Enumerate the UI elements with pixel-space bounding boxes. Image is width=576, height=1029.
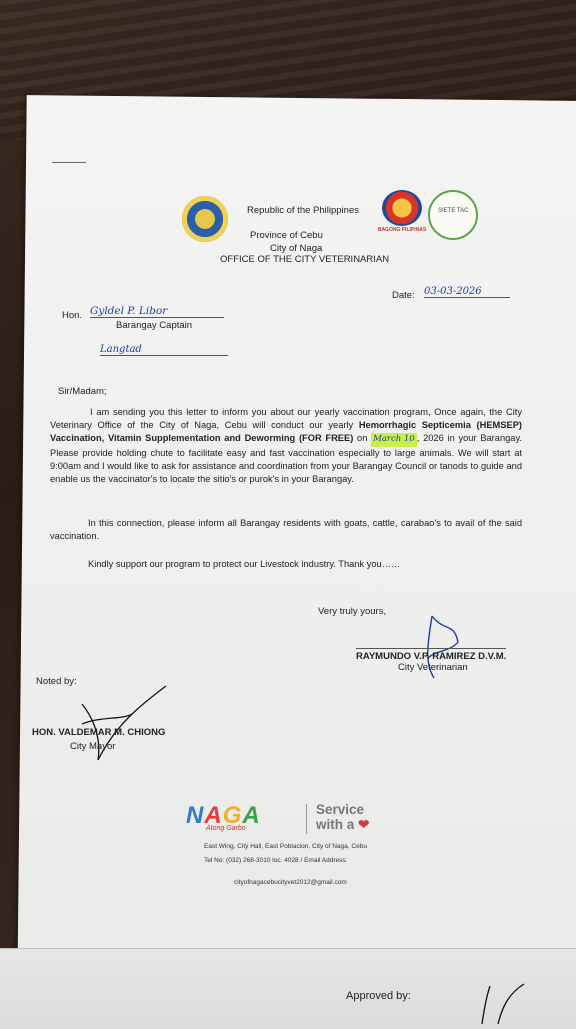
p1-on: on — [353, 433, 372, 444]
bagong-pilipinas-label: BAGONG PILIPINAS — [377, 227, 427, 233]
republic-heading: Republic of the Philippines — [247, 205, 359, 216]
naga-city-seal-icon — [182, 196, 228, 242]
logo-letter-g: G — [222, 802, 243, 829]
p1-rest: , 2026 in your Barangay. Please provide holding chute to facilitate easy and fast vaccination especially to large animals. We will start at 9:00am and I would like to ask for assistance and coordination from your Barangay Council or tanods to guide and enable us the vaccinator's to locate the sitio's or purok's in your Barangay. — [50, 433, 523, 485]
office-address: East Wing, City Hall, East Poblacion, City of Naga, Cebu — [204, 843, 367, 850]
sitio-logo-icon — [428, 190, 478, 240]
bagong-pilipinas-logo-icon — [374, 190, 430, 236]
office-email: cityofnagacebucityvet2012@gmail.com — [234, 879, 347, 886]
logo-letter-a: A — [204, 802, 223, 829]
addressee-name: Gyldel P. Libor — [90, 305, 224, 318]
hon-label: Hon. — [62, 310, 83, 321]
noted-label: Noted by: — [36, 676, 77, 687]
service-line-1: Service — [316, 802, 365, 817]
paragraph-3: Kindly support our program to protect our Livestock industry. Thank you…… — [88, 559, 401, 569]
office-heading: OFFICE OF THE CITY VETERINARIAN — [220, 254, 390, 265]
mayor-name: HON. VALDEMAR M. CHIONG — [32, 727, 166, 738]
mayor-title: City Mayor — [70, 741, 116, 752]
addressee-title: Barangay Captain — [116, 320, 193, 331]
city-heading: City of Naga — [270, 243, 323, 254]
paragraph-2 — [50, 517, 522, 543]
salutation: Sir/Madam; — [58, 386, 107, 397]
logo-divider — [306, 804, 307, 834]
logo-letter-a2: A — [242, 802, 261, 829]
p1-intro: I am sending you this letter to inform you about our yearly vaccination program, Once again, the City Veterinary Office of the City of Naga, Cebu will conduct our yearly — [50, 407, 522, 431]
date-label: Date: — [392, 290, 415, 301]
service-tagline — [316, 802, 369, 832]
province-heading: Province of Cebu — [250, 230, 323, 241]
signatory-title: City Veterinarian — [398, 662, 468, 673]
approved-label: Approved by: — [346, 990, 411, 1002]
mayor-signature-icon — [62, 684, 172, 764]
heart-icon: ❤ — [358, 817, 370, 832]
closing-phrase: Very truly yours, — [318, 606, 387, 617]
barangay-name: Langtad — [100, 344, 228, 356]
service-line-2: with a — [316, 817, 355, 832]
logo-letter-n: N — [186, 802, 205, 829]
p1-program: Hemorrhagic Septicemia (HEMSEP) Vaccination, Vitamin Supplementation and Deworming (FOR FREE) — [50, 420, 522, 444]
approval-signature-icon — [468, 980, 528, 1024]
handwritten-date-highlight: March 10 — [371, 433, 417, 446]
sitio-logo-text: SIETE TAC — [438, 208, 469, 214]
corner-dash — [52, 162, 86, 163]
paragraph-1 — [50, 406, 522, 486]
signatory-name: RAYMUNDO V.P. RAMIREZ D.V.M. — [356, 648, 506, 662]
date-value: 03-03-2026 — [424, 286, 510, 298]
p2-text: In this connection, please inform all Barangay residents with goats, cattle, carabao's to avail of the said vaccination. — [50, 518, 522, 542]
logo-subtitle: Atong Garbo — [206, 825, 246, 832]
office-telephone: Tel No: (032) 268-3010 loc. 4028 / Email Address: — [204, 857, 348, 864]
